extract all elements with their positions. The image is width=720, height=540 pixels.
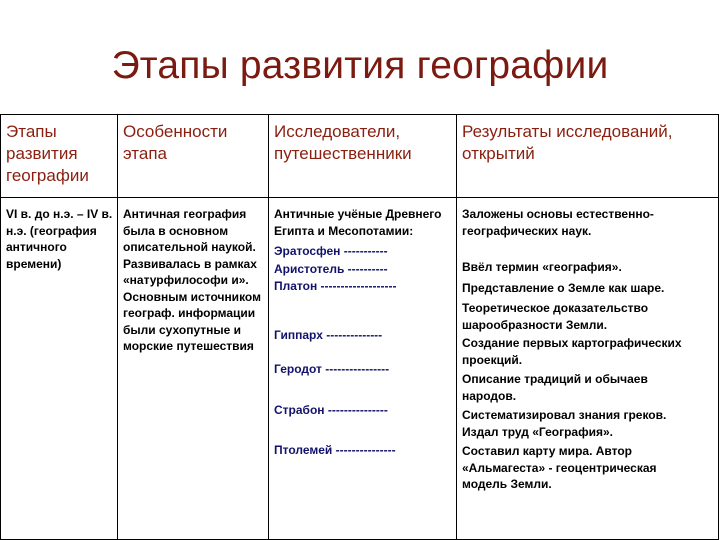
period-cell: VI в. до н.э. – IV в. н.э. (география античного времени) [1,198,118,540]
result-item: Составил карту мира. Автор «Альмагеста» - геоцентрическая модель Земли. [462,444,657,491]
result-item: Представление о Земле как шаре. [462,280,665,295]
explorer-strabo: Страбон --------------- [274,402,388,417]
header-features: Особенности этапа [118,115,269,198]
header-explorers: Исследователи, путешественники [269,115,457,198]
result-item: Заложены основы естественно-географических наук. [462,207,654,238]
explorer-plato: Платон ------------------- [274,279,397,293]
header-stages: Этапы развития географии [1,115,118,198]
header-results: Результаты исследований, открытий [457,115,719,198]
result-item: Описание традиций и обычаев народов. [462,372,648,403]
slide-title: Этапы развития географии [111,44,609,87]
result-item: Создание первых картографических проекций. [462,336,682,367]
explorer-ptolemy: Птолемей --------------- [274,443,396,457]
geography-stages-table [0,114,719,540]
result-item: Ввёл термин «география». [462,260,622,274]
explorer-eratosthenes: Эратосфен ----------- [274,244,388,258]
features-cell: Античная география была в основном описательной наукой. Развивалась в рамках «натурфилософи и». Основным источником географ. информации были сухопутные и морские путешествия [118,198,269,540]
results-cell [457,198,719,540]
result-item: Систематизировал знания греков. Издал труд «География». [462,408,667,439]
explorer-herodotus: Геродот ---------------- [274,362,390,376]
result-item: Теоретическое доказательство шарообразности Земли. [462,301,649,332]
explorers-cell [269,198,457,540]
explorer-hipparchus: Гиппарх -------------- [274,327,383,342]
explorer-aristotle: Аристотель ---------- [274,261,388,276]
table-header-row [1,115,719,198]
table-row [1,198,719,540]
explorers-intro: Античные учёные Древнего Египта и Месопотамии: [274,207,442,238]
